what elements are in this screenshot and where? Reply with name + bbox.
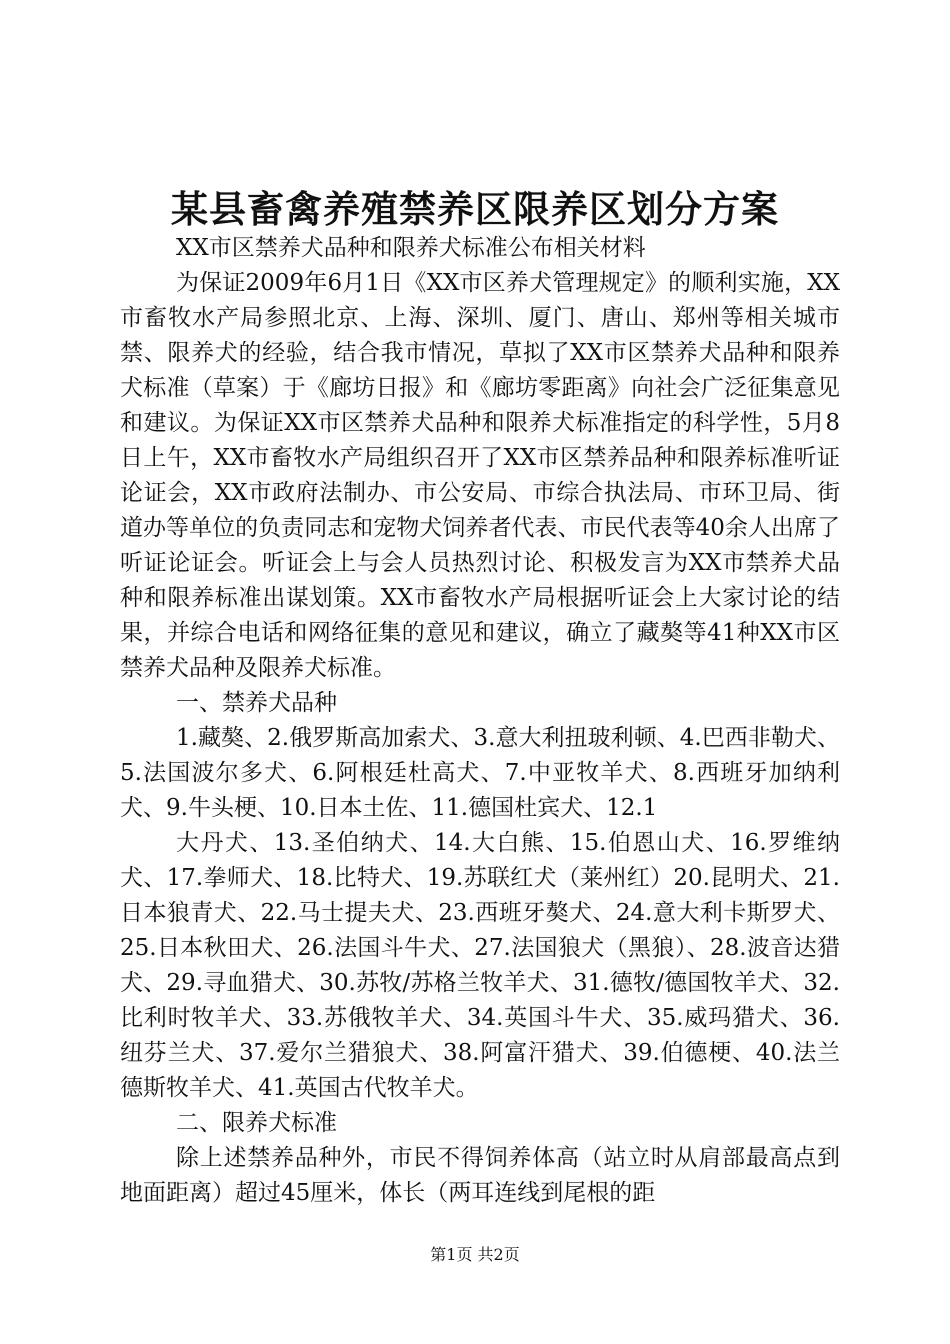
section-heading-restriction-standard: 二、限养犬标准 bbox=[176, 1110, 337, 1136]
document-body bbox=[120, 231, 840, 1211]
paragraph-banned-list-part1: 1.藏獒、2.俄罗斯高加索犬、3.意大利扭玻利顿、4.巴西非勒犬、5.法国波尔多犬、6.阿根廷杜高犬、7.中亚牧羊犬、8.西班牙加纳利犬、9.牛头梗、10.日本土佐、11.德国杜宾犬、12.1 bbox=[120, 725, 840, 821]
paragraph-restriction-standard: 除上述禁养品种外，市民不得饲养体高（站立时从肩部最高点到地面距离）超过45厘米，体长（两耳连线到尾根的距 bbox=[120, 1145, 840, 1206]
paragraph-subtitle: XX市区禁养犬品种和限养犬标准公布相关材料 bbox=[176, 235, 646, 261]
page-footer: 第1页 共2页 bbox=[430, 1245, 520, 1264]
document-title: 某县畜禽养殖禁养区限养区划分方案 bbox=[171, 187, 779, 231]
paragraph-banned-list-part2: 大丹犬、13.圣伯纳犬、14.大白熊、15.伯恩山犬、16.罗维纳犬、17.拳师犬、18.比特犬、19.苏联红犬（莱州红）20.昆明犬、21.日本狼青犬、22.马士提夫犬、23.西班牙獒犬、24.意大利卡斯罗犬、25.日本秋田犬、26.法国斗牛犬、27.法国狼犬（黑狼）、28.波音达猎犬、29.寻血猎犬、30.苏牧/苏格兰牧羊犬、31.德牧/德国牧羊犬、32.比利时牧羊犬、33.苏俄牧羊犬、34.英国斗牛犬、35.威玛猎犬、36.纽芬兰犬、37.爱尔兰猎狼犬、38.阿富汗猎犬、39.伯德梗、40.法兰德斯牧羊犬、41.英国古代牧羊犬。 bbox=[120, 830, 840, 1101]
section-heading-banned-breeds: 一、禁养犬品种 bbox=[176, 690, 337, 716]
paragraph-intro: 为保证2009年6月1日《XX市区养犬管理规定》的顺利实施，XX市畜牧水产局参照北京、上海、深圳、厦门、唐山、郑州等相关城市禁、限养犬的经验，结合我市情况，草拟了XX市区禁养犬品种和限养犬标准（草案）于《廊坊日报》和《廊坊零距离》向社会广泛征集意见和建议。为保证XX市区禁养犬品种和限养犬标准指定的科学性，5月8日上午，XX市畜牧水产局组织召开了XX市区禁养品种和限养标准听证论证会，XX市政府法制办、市公安局、市综合执法局、市环卫局、街道办等单位的负责同志和宠物犬饲养者代表、市民代表等40余人出席了听证论证会。听证会上与会人员热烈讨论、积极发言为XX市禁养犬品种和限养标准出谋划策。XX市畜牧水产局根据听证会上大家讨论的结果，并综合电话和网络征集的意见和建议，确立了藏獒等41种XX市区禁养犬品种及限养犬标准。 bbox=[120, 270, 840, 681]
